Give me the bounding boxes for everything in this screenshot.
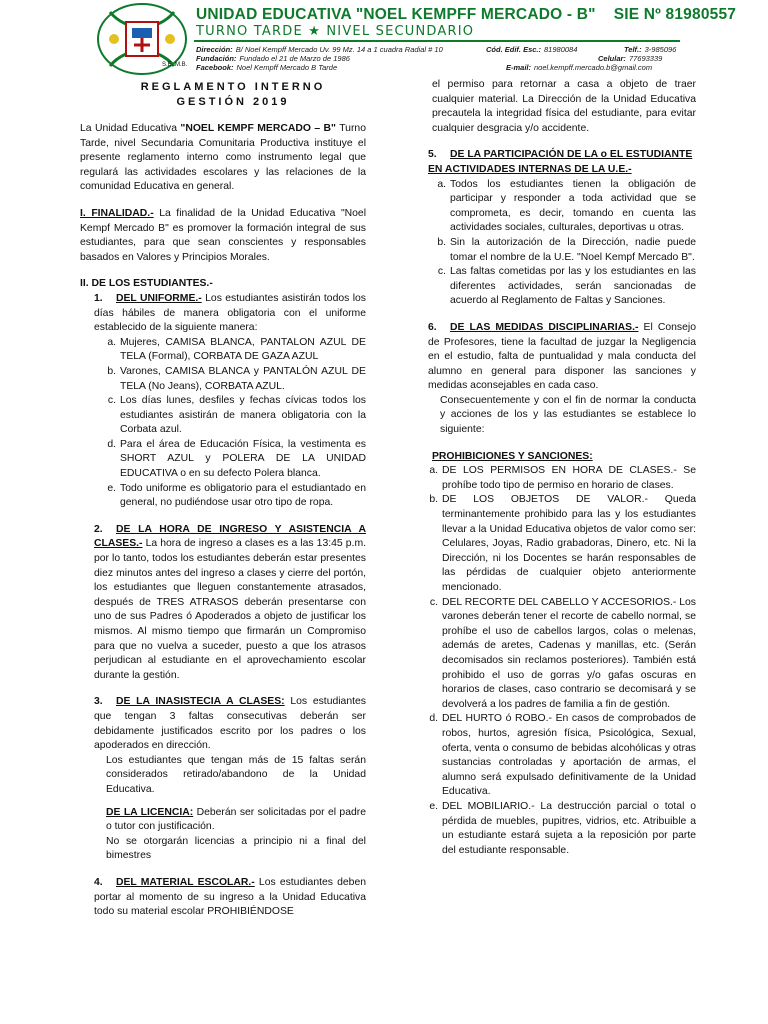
participacion-list [428,178,696,309]
facebook-line: Facebook: Noel Kempff Mercado B Tarde [196,63,338,72]
list-item [420,493,696,595]
list-item-label: b. [107,365,116,377]
uniforme-list [94,336,366,511]
list-item-label: a. [437,178,446,190]
list-item [420,596,696,713]
medidas-text2: Consecuentemente y con el fin de normar la conducta y acciones de los y las estudiantes se establece lo siguiente: [440,394,696,436]
cellphone: Celular: 77693339 [598,54,663,63]
list-item [94,482,366,511]
list-item [94,438,366,482]
licencia-text2: No se otorgarán licencias a principio ni a final del bimestres [106,835,366,862]
list-item-label: a. [107,336,116,348]
list-item [420,800,696,858]
section-participacion: 5. DE LA PARTICIPACIÓN DE LA o EL ESTUDIANTE EN ACTIVIDADES INTERNAS DE LA U.E.- a. Todos los estudiantes tienen la obligación de participar y responder a toda actividad que se comprometa, es decir, tomando en cuenta las actividades sociales, culturales, deportivas u otras. b. Sin la autorización de la Dirección, nadie puede tomar el nombre de la U.E. "Noel Kempf Mercado B". c. Las faltas cometidas por las y los estudiantes en las diferentes actividades, serán sancionadas de acuerdo al Reglamento de Faltas y Sanciones. [420,148,696,309]
document-year: GESTIÓN 2019 [176,96,290,108]
list-item-text: Mujeres, CAMISA BLANCA, PANTALON AZUL DE TELA (Formal), CORBATA DE GAZA AZUL [120,336,366,363]
prohibiciones-list [420,464,696,858]
intro-paragraph: La Unidad Educativa "NOEL KEMPF MERCADO – B" Turno Tarde, nivel Secundaria Comunitaria Productiva instituye el presente reglamento interno como instrumento legal que regulará las actividades escolares y las relaciones de la comunidad Educativa en general. [80,123,366,193]
list-item [94,394,366,438]
list-item-text: Todos los estudiantes tienen la obligación de participar y responder a toda actividad que se comprometa, es decir, tomando en cuenta las actividades sociales, culturales, deportivas u otras. [450,178,696,234]
left-column [80,80,366,920]
list-item-text: Todo uniforme es obligatorio para el estudiantado en general, no pudiéndose usar otro tipo de ropa. [120,482,366,509]
list-item-text: DEL RECORTE DEL CABELLO Y ACCESORIOS.- Los varones deberán tener el recorte de cabello normal, se prohíbe el uso de cabellos largos, colas o melenas, además de aretes, Cadenas y manillas, etc. (Serán decomisados sin reclamos posteriores). También está prohibido el uso de gorras y/o gafas oscuras en horarios de clases, caso contrario se decomisará y se devolverá a los padres de familia a fin de gestión. [442,596,696,710]
list-item-label: c. [437,266,446,278]
list-item-text: DE LOS OBJETOS DE VALOR.- Queda terminantemente prohibido para las y los estudiantes llevar a la Unidad Educativa objetos de valor como ser: Celulares, Joyas, Radio grabadoras, Dinero, etc. Ni la Dirección, ni los Docentes se harán responsables de las pérdidas de cualquier objeto anteriormente mencionado. [442,494,696,593]
list-item [94,336,366,365]
building-code: Cód. Edif. Esc.: 81980084 [486,45,578,54]
list-item-label: b. [429,494,438,506]
list-item [428,178,696,236]
list-item-label: e. [107,482,116,494]
list-item-text: Para el área de Educación Física, la vestimenta es SHORT AZUL y POLERA DE LA UNIDAD EDUCATIVA o en su defecto Polera blanca. [120,438,366,480]
shift-level: TURNO TARDE ★ NIVEL SECUNDARIO [196,24,475,39]
list-item-text: DE LOS PERMISOS EN HORA DE CLASES.- Se prohíbe todo tipo de permiso en horario de clases. [442,465,696,491]
list-item-label: a. [429,465,438,477]
list-item [420,712,696,800]
prohibiciones-heading: PROHIBICIONES Y SANCIONES: [432,450,593,462]
list-item-label: d. [429,713,438,725]
list-item-label: c. [429,596,438,608]
list-item [428,265,696,309]
list-item-label: e. [429,800,438,812]
section-estudiantes-heading: II. DE LOS ESTUDIANTES.- [80,278,213,290]
list-item-label: b. [437,236,446,248]
list-item-text: Las faltas cometidas por las y los estudiantes en las diferentes actividades, serán sancionadas de acuerdo al Reglamento de Faltas y Sanciones. [450,266,696,307]
address-line: Dirección: B/ Noel Kempff Mercado Uv. 99 Mz. 14 a 1 cuadra Radial # 10 [196,45,443,54]
section-hora-ingreso: 2. DE LA HORA DE INGRESO Y ASISTENCIA A CLASES.- La hora de ingreso a clases es a las 13:45 p.m. por lo tanto, todos los estudiantes deberán estar presentes diez minutos antes del ingreso a clases y cierre del portón, los estudiantes que lleguen constantemente atrasados, después de TRES ATRASOS deberán presentarse con uno de sus Padres ó Apoderados a objeto de justificar los mismos. Al mismo tiempo que firmarán un Compromiso para que no vuelva a suceder, puesto a que los atrasos perjudican al estudiante en el aprovechamiento escolar durante la gestión. [94,523,366,681]
section-medidas-disciplinarias: 6. DE LAS MEDIDAS DISCIPLINARIAS.- El Consejo de Profesores, tiene la facultad de juzgar la Negligencia en el estudio, falta de puntualidad y mala conducta del alumno en general para disponer las sanciones y medidas aconsejables en cada caso. Consecuentemente y con el fin de normar la conducta y acciones de los y las estudiantes se establece lo siguiente: [420,321,696,438]
email: E-mail: noel.kempff.mercado.b@gmail.com [506,63,653,72]
foundation-line: Fundación: Fundado el 21 de Marzo de 1986 [196,54,350,63]
right-column [420,78,696,858]
logo-text: S.E. M.B. [162,62,188,68]
list-item-label: d. [107,438,116,450]
list-item-label: c. [107,395,116,407]
letterhead [0,0,768,78]
inasistencia-text2: Los estudiantes que tengan más de 15 faltas serán considerados retirado/abandono de la Unidad Educativa. [106,754,366,795]
document-title: REGLAMENTO INTERNO [140,81,326,93]
section-material-escolar: 4. DEL MATERIAL ESCOLAR.- Los estudiantes deben portar al momento de su ingreso a la Unidad Educativa todo su material escolar PROHIBIÉNDOSE [94,876,367,918]
sie-number: SIE Nº 81980557 [613,6,737,23]
material-escolar-continued: el permiso para retornar a casa a objeto de traer cualquier material. La Dirección de la Unidad Educativa precautela la integridad física del estudiante, para evitar cualquier desgracia y/o accidente. [432,79,696,134]
section-uniforme: 1. DEL UNIFORME.- Los estudiantes asistirán todos los días hábiles de manera obligatoria con el uniforme establecido de la siguiente manera: a. Mujeres, CAMISA BLANCA, PANTALON AZUL DE TELA (Formal), CORBATA DE GAZA AZUL b. Varones, CAMISA BLANCA y PANTALÓN AZUL DE TELA (No Jeans), CORBATA AZUL. c. Los días lunes, desfiles y fechas cívicas todos los estudiantes asistirán de manera obligatoria con la Corbata azul. d. Para el área de Educación Física, la vestimenta es SHORT AZUL y POLERA DE LA UNIDAD EDUCATIVA o en su defecto Polera blanca. e. Todo uniforme es obligatorio para el estudiantado en general, no pudiéndose usar otro tipo de ropa. [80,292,366,511]
school-logo [96,2,188,76]
list-item-text: Sin la autorización de la Dirección, nadie puede tomar el nombre de la U.E. "Noel Kempf Mercado B". [450,236,696,263]
school-title: UNIDAD EDUCATIVA "NOEL KEMPFF MERCADO - B" [196,6,596,23]
list-item [94,365,366,394]
list-item-text: Varones, CAMISA BLANCA y PANTALÓN AZUL DE TELA (No Jeans), CORBATA AZUL. [120,365,366,392]
list-item [420,464,696,493]
list-item [428,236,696,265]
section-finalidad: I. FINALIDAD.- La finalidad de la Unidad Educativa "Noel Kempf Mercado B" es promover la formación integral de sus estudiantes, para que sean conscientes y responsables basados en Valores y Principios Morales. [80,207,366,263]
section-inasistencia: 3. DE LA INASISTECIA A CLASES: Los estudiantes que tengan 3 faltas consecutivas deberán ser debidamente justificados escrito por los padres o los apoderados en dirección. Los estudiantes que tengan más de 15 faltas serán considerados retirado/abandono de la Unidad Educativa. DE LA LICENCIA: Deberán ser solicitadas por el padre o tutor con justificación. No se otorgarán licencias a principio ni a final del bimestres [80,695,366,864]
list-item-text: Los días lunes, desfiles y fechas cívicas todos los estudiantes asistirán de manera obligatoria con la Corbata azul. [120,395,366,436]
phone: Telf.: 3-985096 [624,45,677,54]
list-item-text: DEL MOBILIARIO.- La destrucción parcial o total o pérdida de muebles, pupitres, vidrios, etc. Atribuible a un estudiante estará sujeta a la reposición por parte del estudiante responsable. [442,800,696,856]
header-divider [194,40,680,42]
list-item-text: DEL HURTO ó ROBO.- En casos de comprobados de robos, hurtos, agresión física, Psicológica, Sexual, oferta, venta o consumo de bebidas alcohólicas y otras sustancias controladas y aportación de armas, el alumno será expulsado definitivamente de la Unidad Educativa. [442,713,696,798]
licencia-paragraph: DE LA LICENCIA: Deberán ser solicitadas por el padre o tutor con justificación. [106,806,366,833]
school-name [196,6,736,24]
